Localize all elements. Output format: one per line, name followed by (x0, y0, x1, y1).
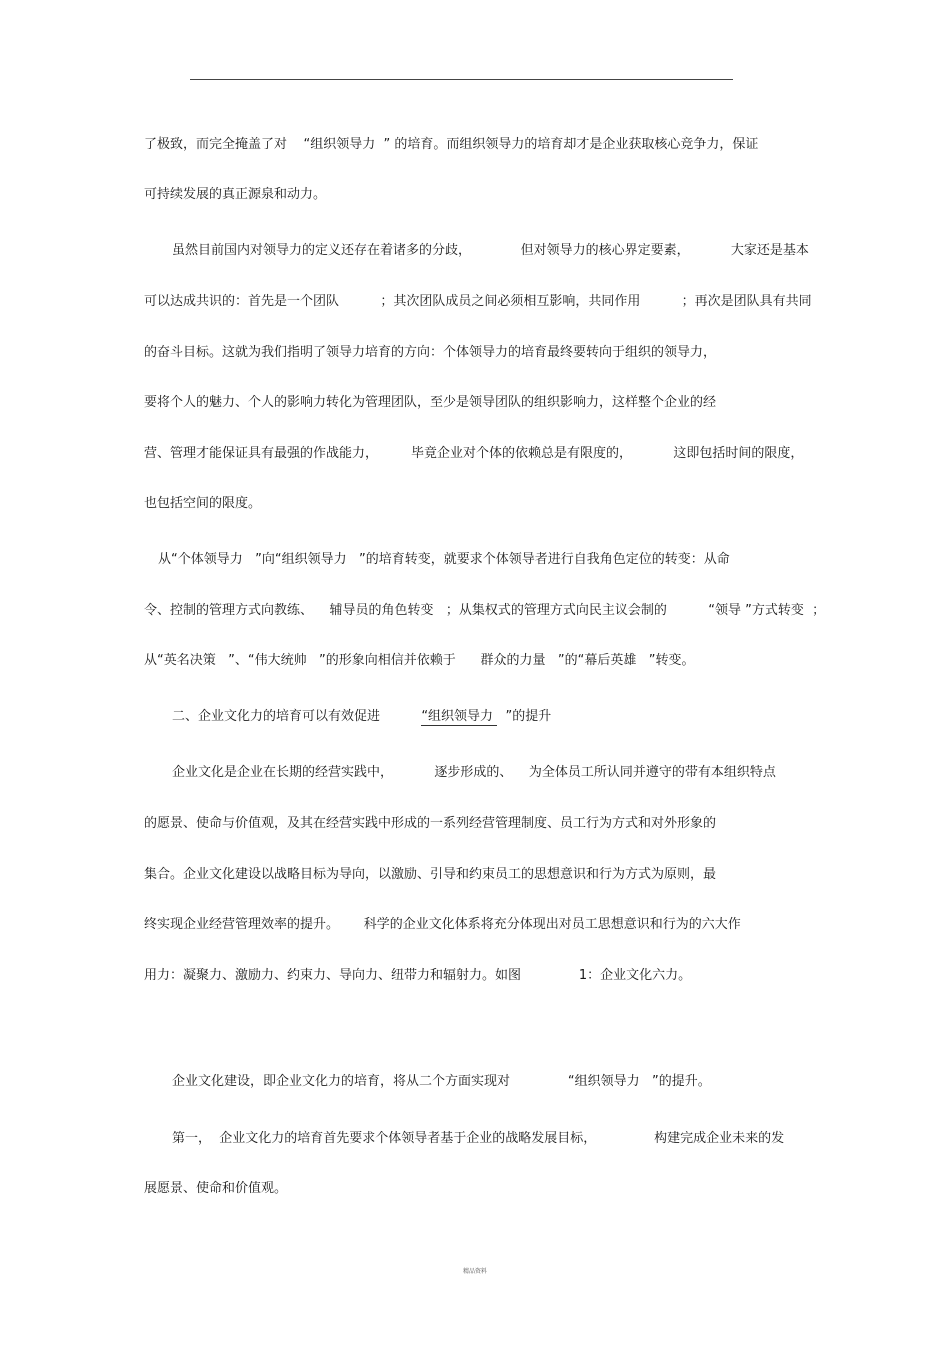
text-line-8: 也包括空间的限度。 (144, 496, 262, 511)
text-line-2: 可持续发展的真正源泉和动力。 (144, 187, 327, 202)
text-line-6: 要将个人的魅力、个人的影响力转化为管理团队，至少是领导团队的组织影响力，这样整个企业的经 (144, 395, 717, 410)
text-line-4: 可以达成共识的：首先是一个团队 ；其次团队成员之间必须相互影响，共同作用 ；再次是团队具有共同 (144, 294, 812, 309)
text-line-17: 用力：凝聚力、激励力、约束力、导向力、纽带力和辐射力。如图 1：企业文化六力。 (144, 968, 692, 983)
text-line-5: 的奋斗目标。这就为我们指明了领导力培育的方向：个体领导力的培育最终要转向于组织的领导力， (144, 345, 717, 360)
page-footer: 精品资料 (462, 1268, 487, 1275)
text-line-1: 了极致，而完全掩盖了对 “组织领导力 ” 的培育。而组织领导力的培育却才是企业获取核心竞争力，保证 (144, 137, 759, 152)
text-line-19: 第一， 企业文化力的培育首先要求个体领导者基于企业的战略发展目标， 构建完成企业未来的发 (172, 1131, 785, 1146)
text-line-13: 企业文化是企业在长期的经营实践中， 逐步形成的、 为全体员工所认同并遵守的带有本组织特点 (172, 765, 776, 780)
text-line-11: 从“英名决策 ”、“伟大统帅 ”的形象向相信并依赖于 群众的力量 ”的“幕后英雄 ”转变。 (144, 653, 695, 668)
section-heading: 二、企业文化力的培育可以有效促进 “组织领导力 ”的提升 (172, 709, 552, 724)
text-line-10: 令、控制的管理方式向教练、 辅导员的角色转变 ；从集权式的管理方式向民主议会制的 “领导 ”方式转变 ； (144, 603, 826, 618)
heading-underline (421, 725, 497, 726)
header-rule (190, 79, 733, 80)
text-line-14: 的愿景、使命与价值观，及其在经营实践中形成的一系列经营管理制度、员工行为方式和对外形象的 (144, 816, 717, 831)
text-line-20: 展愿景、使命和价值观。 (144, 1181, 288, 1196)
text-line-18: 企业文化建设，即企业文化力的培育，将从二个方面实现对 “组织领导力 ”的提升。 (172, 1074, 711, 1089)
text-line-16: 终实现企业经营管理效率的提升。 科学的企业文化体系将充分体现出对员工思想意识和行为的六大作 (144, 917, 741, 932)
text-line-3: 虽然目前国内对领导力的定义还存在着诸多的分歧， 但对领导力的核心界定要素， 大家还是基本 (172, 243, 809, 258)
text-line-15: 集合。企业文化建设以战略目标为导向，以激励、引导和约束员工的思想意识和行为方式为原则，最 (144, 867, 717, 882)
text-line-9: 从“个体领导力 ”向“组织领导力 ”的培育转变，就要求个体领导者进行自我角色定位的转变：从命 (158, 552, 730, 567)
text-line-7: 营、管理才能保证具有最强的作战能力， 毕竟企业对个体的依赖总是有限度的， 这即包括时间的限度， (144, 446, 804, 461)
